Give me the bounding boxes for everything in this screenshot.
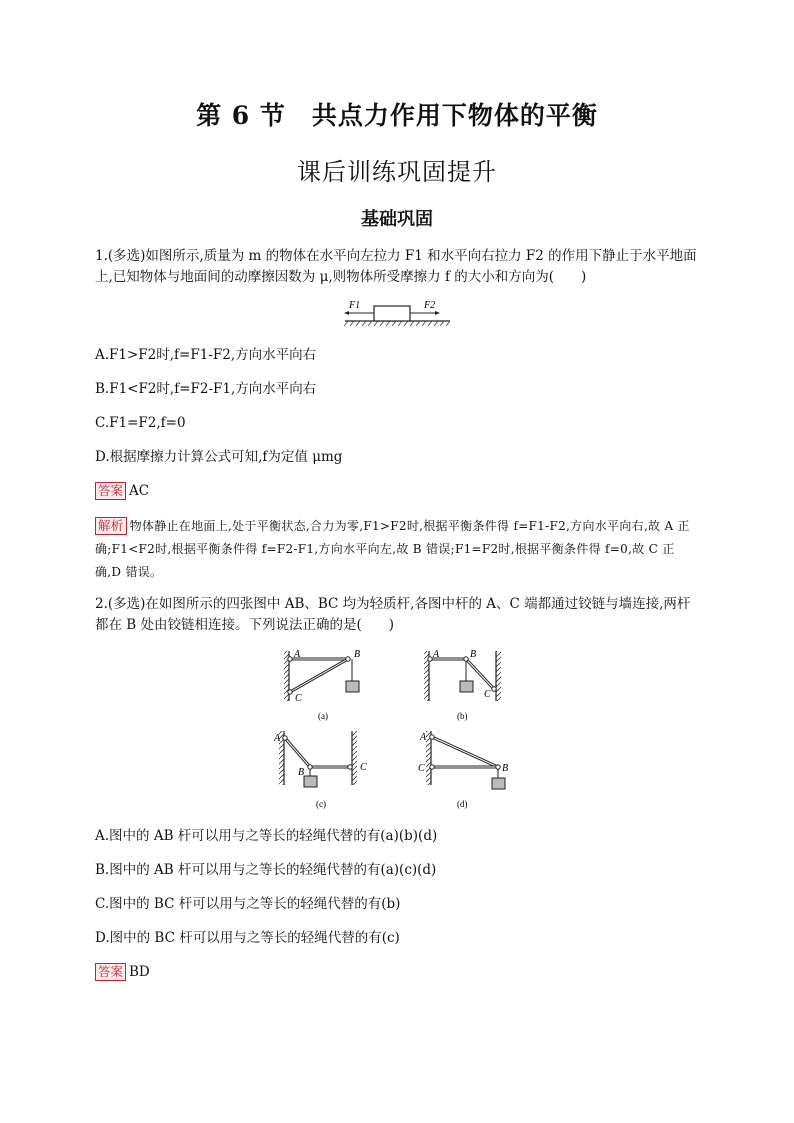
q2-option-b: B.图中的 AB 杆可以用与之等长的轻绳代替的有(a)(c)(d) (95, 862, 437, 878)
analysis-text: 物体静止在地面上,处于平衡状态,合力为零,F1>F2时,根据平衡条件得 f=F1-F2,方向水平向右,故 A 正确;F1<F2时,根据平衡条件得 f=F2-F1,方向水平向左,故 B 错误;F1=F2时,根据平衡条件得 f=0,故 C 正确,D 错误。 (95, 519, 690, 579)
q2-option-a: A.图中的 AB 杆可以用与之等长的轻绳代替的有(a)(b)(d) (95, 828, 438, 844)
panel-c-caption: (c) (316, 799, 326, 809)
section-heading: 基础巩固 (361, 209, 433, 230)
f1-label: F1 (349, 300, 361, 311)
q1-option-c: C.F1=F2,f=0 (95, 415, 186, 431)
q2-option-d: D.图中的 BC 杆可以用与之等长的轻绳代替的有(c) (95, 930, 400, 946)
answer-tag: 答案 (95, 963, 126, 981)
panel-b-caption: (b) (457, 711, 468, 721)
label-b-A: A (433, 649, 440, 660)
analysis-tag: 解析 (95, 517, 127, 535)
panel-b (424, 649, 501, 721)
page-title: 第 6 节 共点力作用下物体的平衡 (196, 101, 598, 130)
label-b-B: B (470, 649, 477, 660)
label-b-C: C (484, 689, 491, 700)
q1-figure (340, 296, 455, 328)
answer-tag: 答案 (95, 482, 126, 500)
label-c-B: B (298, 767, 305, 778)
panel-c (273, 731, 367, 809)
panel-d (418, 731, 508, 809)
answer-text: BD (129, 964, 150, 980)
q2-figure (270, 643, 510, 813)
block (374, 306, 410, 321)
panel-a (284, 649, 360, 721)
label-d-B: B (502, 763, 509, 774)
q1-answer (95, 481, 149, 502)
q2-answer (95, 962, 150, 983)
q1-option-b: B.F1<F2时,f=F2-F1,方向水平向右 (95, 381, 317, 397)
panel-d-caption: (d) (457, 799, 468, 809)
answer-text: AC (129, 483, 150, 499)
panel-a-caption: (a) (318, 711, 328, 721)
label-c-C: C (360, 762, 367, 773)
q2-stem: 2.(多选)在如图所示的四张图中 AB、BC 均为轻质杆,各图中杆的 A、C 端都通过铰链与墙连接,两杆都在 B 处由铰链相连接。下列说法正确的是( ) (95, 596, 691, 633)
label-d-A: A (420, 732, 427, 743)
label-a-A: A (294, 649, 301, 660)
label-c-A: A (274, 733, 281, 744)
label-a-C: C (295, 693, 302, 704)
label-d-C: C (418, 763, 425, 774)
q2-option-c: C.图中的 BC 杆可以用与之等长的轻绳代替的有(b) (95, 896, 401, 912)
label-a-B: B (354, 649, 361, 660)
f2-label: F2 (424, 300, 436, 311)
q1-analysis (95, 515, 700, 584)
page-subtitle: 课后训练巩固提升 (297, 158, 497, 186)
q1-option-a: A.F1>F2时,f=F1-F2,方向水平向右 (95, 347, 317, 363)
q1-stem: 1.(多选)如图所示,质量为 m 的物体在水平向左拉力 F1 和水平向右拉力 F2 的作用下静止于水平地面上,已知物体与地面间的动摩擦因数为 μ,则物体所受摩擦力 f 的大小和方向为( ) (95, 248, 697, 285)
q1-option-d: D.根据摩擦力计算公式可知,f为定值 μmg (95, 449, 343, 465)
